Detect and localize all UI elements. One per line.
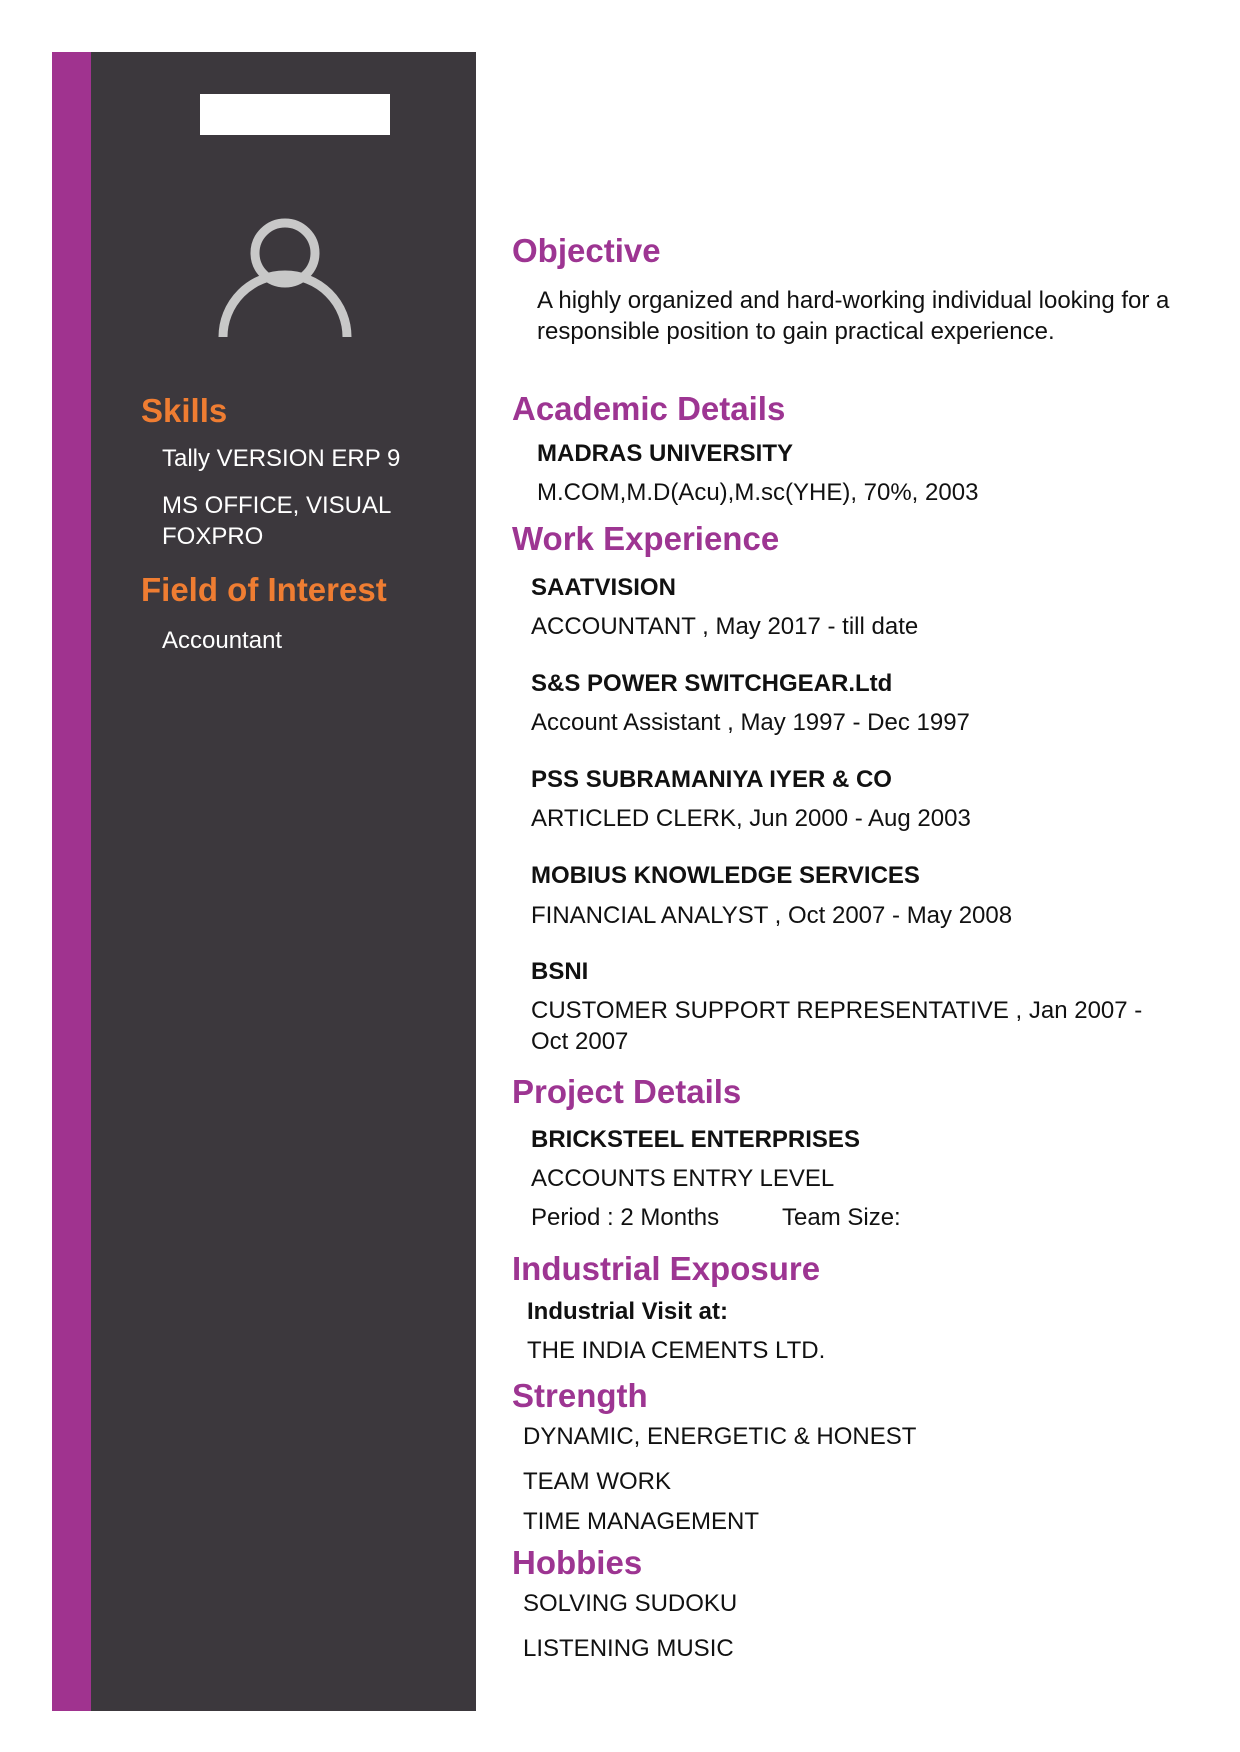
work-role: ARTICLED CLERK, Jun 2000 - Aug 2003 [531,805,971,832]
degree-text: M.COM,M.D(Acu),M.sc(YHE), 70%, 2003 [537,479,979,506]
industrial-exposure-heading: Industrial Exposure [512,1250,821,1287]
strength-heading: Strength [512,1377,648,1414]
work-role: Account Assistant , May 1997 - Dec 1997 [531,709,970,736]
industrial-visit-label: Industrial Visit at: [527,1298,728,1325]
work-role: CUSTOMER SUPPORT REPRESENTATIVE , Jan 2007 - Oct 2007 [531,997,1143,1055]
objective-heading: Objective [512,232,661,269]
project-title: ACCOUNTS ENTRY LEVEL [531,1165,835,1192]
work-role: ACCOUNTANT , May 2017 - till date [531,613,919,640]
industrial-visit-place: THE INDIA CEMENTS LTD. [527,1337,826,1364]
strength-item: DYNAMIC, ENERGETIC & HONEST [523,1423,917,1450]
work-company: BSNI [531,958,589,985]
project-details-heading: Project Details [512,1073,742,1110]
work-company: PSS SUBRAMANIYA IYER & CO [531,766,892,793]
sidebar-accent-bar [52,52,91,1711]
field-of-interest-heading: Field of Interest [141,571,387,608]
skill-item: MS OFFICE, VISUAL FOXPRO [162,492,391,550]
skill-item: Tally VERSION ERP 9 [162,445,401,472]
institution-name: MADRAS UNIVERSITY [537,440,794,467]
hobbies-heading: Hobbies [512,1544,643,1581]
work-company: MOBIUS KNOWLEDGE SERVICES [531,862,920,889]
work-role: FINANCIAL ANALYST , Oct 2007 - May 2008 [531,902,1013,929]
strength-item: TIME MANAGEMENT [523,1508,760,1535]
project-team-size: Team Size: [782,1204,901,1231]
work-experience-heading: Work Experience [512,520,780,557]
project-company: BRICKSTEEL ENTERPRISES [531,1126,860,1153]
hobby-item: SOLVING SUDOKU [523,1590,738,1617]
name-placeholder-box [200,94,390,135]
hobby-item: LISTENING MUSIC [523,1635,734,1662]
work-company: SAATVISION [531,574,676,601]
strength-item: TEAM WORK [523,1468,671,1495]
user-icon [215,205,355,345]
project-period: Period : 2 Months [531,1204,720,1231]
objective-text: A highly organized and hard-working individual looking for a responsible position to gain practical experience. [537,287,1170,345]
interest-item: Accountant [162,627,283,654]
skills-heading: Skills [141,392,228,429]
academic-details-heading: Academic Details [512,390,786,427]
work-company: S&S POWER SWITCHGEAR.Ltd [531,670,893,697]
